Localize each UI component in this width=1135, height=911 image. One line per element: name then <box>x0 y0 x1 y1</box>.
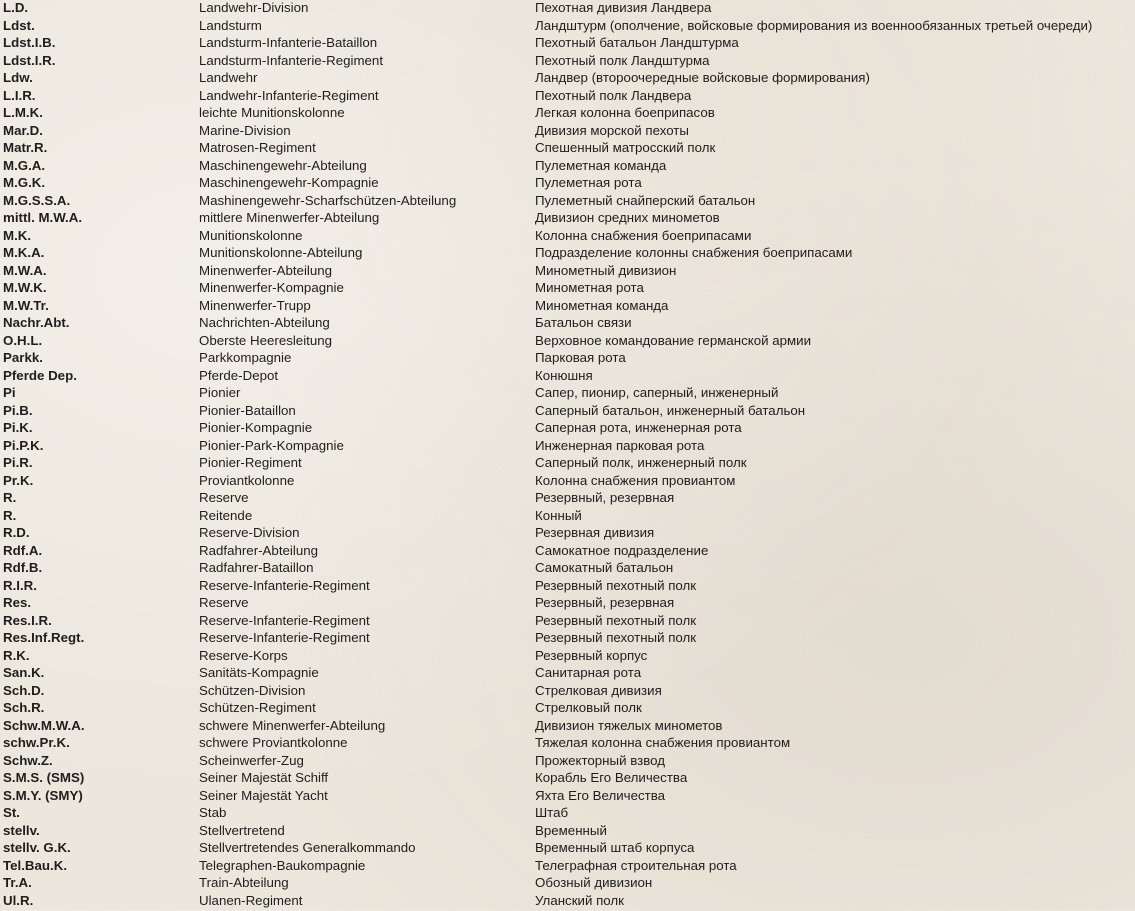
german-term-cell: Pionier <box>199 385 241 400</box>
abbreviation-cell: Mar.D. <box>3 122 43 138</box>
abbreviation-cell: R.I.R. <box>3 577 37 593</box>
abbreviation-cell: Res. <box>3 595 32 610</box>
table-row <box>0 507 1135 525</box>
abbreviation-cell: stellv. G.K. <box>3 840 71 855</box>
table-row <box>0 174 1135 192</box>
abbreviation-cell: S.M.S. (SMS) <box>3 770 85 785</box>
russian-translation-cell: Самокатный батальон <box>535 560 674 575</box>
table-row <box>0 69 1135 87</box>
abbreviation-cell: M.W.Tr. <box>3 297 49 313</box>
abbreviation-cell: Matr.R. <box>3 140 48 155</box>
table-row <box>0 262 1135 280</box>
russian-translation-cell: Яхта Его Величества <box>535 787 666 803</box>
russian-translation-cell: Самокатное подразделение <box>535 542 709 558</box>
table-row <box>0 699 1135 717</box>
german-term-cell: Matrosen-Regiment <box>199 140 316 155</box>
table-row <box>0 524 1135 542</box>
russian-translation-cell: Санитарная рота <box>535 665 642 680</box>
abbreviation-cell: M.G.K. <box>3 175 46 190</box>
russian-translation-cell: Минометная рота <box>535 280 644 295</box>
table-row <box>0 664 1135 682</box>
russian-translation-cell: Обозный дивизион <box>535 875 653 890</box>
german-term-cell: Landwehr-Division <box>199 0 309 15</box>
russian-translation-cell: Ландштурм (ополчение, войсковые формирования из военнообязанных третьей очереди) <box>535 17 1093 33</box>
abbreviation-cell: Tr.A. <box>3 875 32 890</box>
abbreviation-cell: Ldst. <box>3 17 35 33</box>
german-term-cell: Reserve-Korps <box>199 647 288 663</box>
russian-translation-cell: Колонна снабжения боеприпасами <box>535 227 752 243</box>
russian-translation-cell: Батальон связи <box>535 315 632 330</box>
german-term-cell: Marine-Division <box>199 122 291 138</box>
russian-translation-cell: Инженерная парковая рота <box>535 437 705 453</box>
german-term-cell: Minenwerfer-Kompagnie <box>199 280 344 295</box>
german-term-cell: Schützen-Regiment <box>199 700 316 715</box>
russian-translation-cell: Временный штаб корпуса <box>535 840 695 855</box>
russian-translation-cell: Резервный пехотный полк <box>535 577 697 593</box>
table-row <box>0 349 1135 367</box>
german-term-cell: Nachrichten-Abteilung <box>199 315 330 330</box>
table-row <box>0 332 1135 350</box>
german-term-cell: Stellvertretendes Generalkommando <box>199 840 416 855</box>
german-term-cell: Maschinengewehr-Kompagnie <box>199 175 379 190</box>
abbreviation-cell: Schw.M.W.A. <box>3 717 85 733</box>
abbreviation-cell: R.D. <box>3 525 30 540</box>
table-row <box>0 769 1135 787</box>
abbreviation-cell: L.D. <box>3 0 29 15</box>
table-row <box>0 384 1135 402</box>
table-row <box>0 157 1135 175</box>
german-term-cell: Train-Abteilung <box>199 875 289 890</box>
abbreviation-cell: Sch.R. <box>3 700 45 715</box>
russian-translation-cell: Штаб <box>535 805 569 820</box>
table-row <box>0 139 1135 157</box>
table-row <box>0 734 1135 752</box>
table-row <box>0 34 1135 52</box>
russian-translation-cell: Пулеметная рота <box>535 175 642 190</box>
russian-translation-cell: Резервный корпус <box>535 647 648 663</box>
abbreviation-cell: stellv. <box>3 822 40 838</box>
russian-translation-cell: Стрелковая дивизия <box>535 682 662 698</box>
abbreviation-cell: R. <box>3 507 17 523</box>
russian-translation-cell: Уланский полк <box>535 892 624 908</box>
abbreviation-cell: San.K. <box>3 665 45 680</box>
abbreviation-cell: Pr.K. <box>3 472 34 488</box>
russian-translation-cell: Саперный батальон, инженерный батальон <box>535 402 806 418</box>
table-row <box>0 577 1135 595</box>
german-term-cell: Stellvertretend <box>199 822 285 838</box>
german-term-cell: Landwehr-Infanterie-Regiment <box>199 87 379 103</box>
table-row <box>0 122 1135 140</box>
table-row <box>0 367 1135 385</box>
german-term-cell: Seiner Majestät Schiff <box>199 770 329 785</box>
table-row <box>0 892 1135 910</box>
russian-translation-cell: Пехотный батальон Ландштурма <box>535 35 739 50</box>
table-row <box>0 279 1135 297</box>
german-term-cell: Pionier-Regiment <box>199 455 302 470</box>
abbreviation-cell: mittl. M.W.A. <box>3 210 83 225</box>
abbreviation-cell: M.W.K. <box>3 280 47 295</box>
abbreviation-cell: St. <box>3 805 20 820</box>
table-row <box>0 244 1135 262</box>
table-row <box>0 874 1135 892</box>
german-term-cell: Pferde-Depot <box>199 367 279 383</box>
russian-translation-cell: Парковая рота <box>535 350 626 365</box>
table-row <box>0 629 1135 647</box>
table-row <box>0 857 1135 875</box>
table-row <box>0 314 1135 332</box>
german-term-cell: Reserve-Infanterie-Regiment <box>199 577 370 593</box>
german-term-cell: Pionier-Bataillon <box>199 402 296 418</box>
abbreviation-cell: Pi <box>3 385 16 400</box>
german-term-cell: Telegraphen-Baukompagnie <box>199 857 366 873</box>
german-term-cell: Reserve <box>199 490 249 505</box>
russian-translation-cell: Легкая колонна боеприпасов <box>535 105 715 120</box>
abbreviation-cell: Rdf.A. <box>3 542 43 558</box>
russian-translation-cell: Прожекторный взвод <box>535 752 665 768</box>
abbreviation-cell: O.H.L. <box>3 332 43 348</box>
abbreviation-cell: Sch.D. <box>3 682 45 698</box>
russian-translation-cell: Минометный дивизион <box>535 262 677 278</box>
table-row <box>0 787 1135 805</box>
abbreviation-cell: Ldst.I.B. <box>3 35 56 50</box>
abbreviation-cell: Pferde Dep. <box>3 367 77 383</box>
russian-translation-cell: Саперный полк, инженерный полк <box>535 455 747 470</box>
russian-translation-cell: Пехотная дивизия Ландвера <box>535 0 712 15</box>
table-row <box>0 559 1135 577</box>
table-row <box>0 104 1135 122</box>
german-term-cell: Landwehr <box>199 70 258 85</box>
russian-translation-cell: Дивизия морской пехоты <box>535 122 689 138</box>
russian-translation-cell: Резервный, резервная <box>535 595 675 610</box>
german-term-cell: Landsturm-Infanterie-Bataillon <box>199 35 378 50</box>
russian-translation-cell: Дивизион тяжелых минометов <box>535 717 723 733</box>
german-term-cell: Reserve-Infanterie-Regiment <box>199 630 370 645</box>
german-term-cell: schwere Minenwerfer-Abteilung <box>199 717 386 733</box>
german-term-cell: Radfahrer-Bataillon <box>199 560 314 575</box>
table-row <box>0 542 1135 560</box>
table-row <box>0 17 1135 35</box>
russian-translation-cell: Сапер, пионир, саперный, инженерный <box>535 385 779 400</box>
abbreviation-cell: Pi.K. <box>3 420 33 435</box>
abbreviation-cell: M.G.S.S.A. <box>3 192 71 208</box>
abbreviation-cell: schw.Pr.K. <box>3 735 70 750</box>
table-row <box>0 0 1135 17</box>
german-term-cell: Pionier-Kompagnie <box>199 420 313 435</box>
german-term-cell: Proviantkolonne <box>199 472 295 488</box>
table-row <box>0 192 1135 210</box>
table-row <box>0 227 1135 245</box>
table-row <box>0 87 1135 105</box>
german-term-cell: Landsturm <box>199 17 262 33</box>
abbreviation-cell: Pi.B. <box>3 402 33 418</box>
abbreviation-cell: M.K.A. <box>3 245 45 260</box>
abbreviation-cell: Res.I.R. <box>3 612 52 628</box>
table-row <box>0 297 1135 315</box>
table-row <box>0 647 1135 665</box>
russian-translation-cell: Корабль Его Величества <box>535 770 688 785</box>
abbreviation-cell: M.W.A. <box>3 262 47 278</box>
german-term-cell: Minenwerfer-Abteilung <box>199 262 333 278</box>
table-row <box>0 209 1135 227</box>
abbreviation-cell: Schw.Z. <box>3 752 53 768</box>
russian-translation-cell: Резервный пехотный полк <box>535 612 697 628</box>
table-row <box>0 612 1135 630</box>
russian-translation-cell: Резервная дивизия <box>535 525 655 540</box>
table-row <box>0 594 1135 612</box>
abbreviation-cell: M.G.A. <box>3 157 46 173</box>
table-row <box>0 419 1135 437</box>
table-row <box>0 52 1135 70</box>
german-term-cell: Schützen-Division <box>199 682 306 698</box>
table-row <box>0 437 1135 455</box>
abbreviation-cell: L.M.K. <box>3 105 43 120</box>
abbreviation-cell: Pi.R. <box>3 455 33 470</box>
table-row <box>0 717 1135 735</box>
russian-translation-cell: Резервный, резервная <box>535 490 675 505</box>
table-row <box>0 489 1135 507</box>
russian-translation-cell: Саперная рота, инженерная рота <box>535 420 742 435</box>
table-row <box>0 839 1135 857</box>
german-term-cell: Landsturm-Infanterie-Regiment <box>199 52 384 68</box>
russian-translation-cell: Дивизион средних минометов <box>535 210 720 225</box>
table-row <box>0 454 1135 472</box>
german-term-cell: Mashinengewehr-Scharfschützen-Abteilung <box>199 192 457 208</box>
german-term-cell: Scheinwerfer-Zug <box>199 752 304 768</box>
table-row <box>0 804 1135 822</box>
abbreviation-cell: Parkk. <box>3 350 43 365</box>
abbreviation-cell: Ldst.I.R. <box>3 52 56 68</box>
german-term-cell: Ulanen-Regiment <box>199 892 303 908</box>
russian-translation-cell: Спешенный матросский полк <box>535 140 716 155</box>
russian-translation-cell: Тяжелая колонна снабжения провиантом <box>535 735 791 750</box>
german-term-cell: Sanitäts-Kompagnie <box>199 665 319 680</box>
german-term-cell: Maschinengewehr-Abteilung <box>199 157 367 173</box>
german-term-cell: Reserve-Division <box>199 525 300 540</box>
german-term-cell: schwere Proviantkolonne <box>199 735 348 750</box>
abbreviation-cell: Tel.Bau.K. <box>3 857 68 873</box>
table-row <box>0 402 1135 420</box>
abbreviation-cell: Ul.R. <box>3 892 34 908</box>
german-term-cell: Minenwerfer-Trupp <box>199 297 311 313</box>
russian-translation-cell: Конный <box>535 507 582 523</box>
russian-translation-cell: Верховное командование германской армии <box>535 332 812 348</box>
german-term-cell: Reitende <box>199 507 253 523</box>
russian-translation-cell: Пехотный полк Ландштурма <box>535 52 710 68</box>
russian-translation-cell: Подразделение колонны снабжения боеприпасами <box>535 245 853 260</box>
german-term-cell: Seiner Majestät Yacht <box>199 787 328 803</box>
table-row <box>0 822 1135 840</box>
abbreviation-cell: Rdf.B. <box>3 560 43 575</box>
german-term-cell: Munitionskolonne-Abteilung <box>199 245 363 260</box>
russian-translation-cell: Конюшня <box>535 367 593 383</box>
russian-translation-cell: Ландвер (второочередные войсковые формирования) <box>535 70 870 85</box>
russian-translation-cell: Телеграфная строительная рота <box>535 857 737 873</box>
german-term-cell: Oberste Heeresleitung <box>199 332 333 348</box>
german-term-cell: mittlere Minenwerfer-Abteilung <box>199 210 380 225</box>
russian-translation-cell: Пулеметный снайперский батальон <box>535 192 756 208</box>
russian-translation-cell: Временный <box>535 822 607 838</box>
abbreviation-cell: Nachr.Abt. <box>3 315 70 330</box>
russian-translation-cell: Пехотный полк Ландвера <box>535 87 692 103</box>
russian-translation-cell: Стрелковый полк <box>535 700 642 715</box>
german-term-cell: Reserve <box>199 595 249 610</box>
german-term-cell: Stab <box>199 805 227 820</box>
german-term-cell: Radfahrer-Abteilung <box>199 542 319 558</box>
russian-translation-cell: Колонна снабжения провиантом <box>535 472 736 488</box>
german-term-cell: Parkkompagnie <box>199 350 292 365</box>
table-row <box>0 752 1135 770</box>
german-term-cell: Pionier-Park-Kompagnie <box>199 437 344 453</box>
russian-translation-cell: Минометная команда <box>535 297 669 313</box>
abbreviation-cell: M.K. <box>3 227 32 243</box>
table-row <box>0 682 1135 700</box>
german-term-cell: leichte Munitionskolonne <box>199 105 345 120</box>
russian-translation-cell: Пулеметная команда <box>535 157 667 173</box>
table-row <box>0 472 1135 490</box>
german-term-cell: Munitionskolonne <box>199 227 303 243</box>
abbreviation-cell: Pi.P.K. <box>3 437 44 453</box>
abbreviation-cell: R.K. <box>3 647 30 663</box>
abbreviation-cell: R. <box>3 490 17 505</box>
russian-translation-cell: Резервный пехотный полк <box>535 630 697 645</box>
abbreviation-cell: Res.Inf.Regt. <box>3 630 85 645</box>
abbreviation-cell: L.I.R. <box>3 87 36 103</box>
abbreviation-cell: Ldw. <box>3 70 33 85</box>
abbreviation-cell: S.M.Y. (SMY) <box>3 787 83 803</box>
german-term-cell: Reserve-Infanterie-Regiment <box>199 612 370 628</box>
